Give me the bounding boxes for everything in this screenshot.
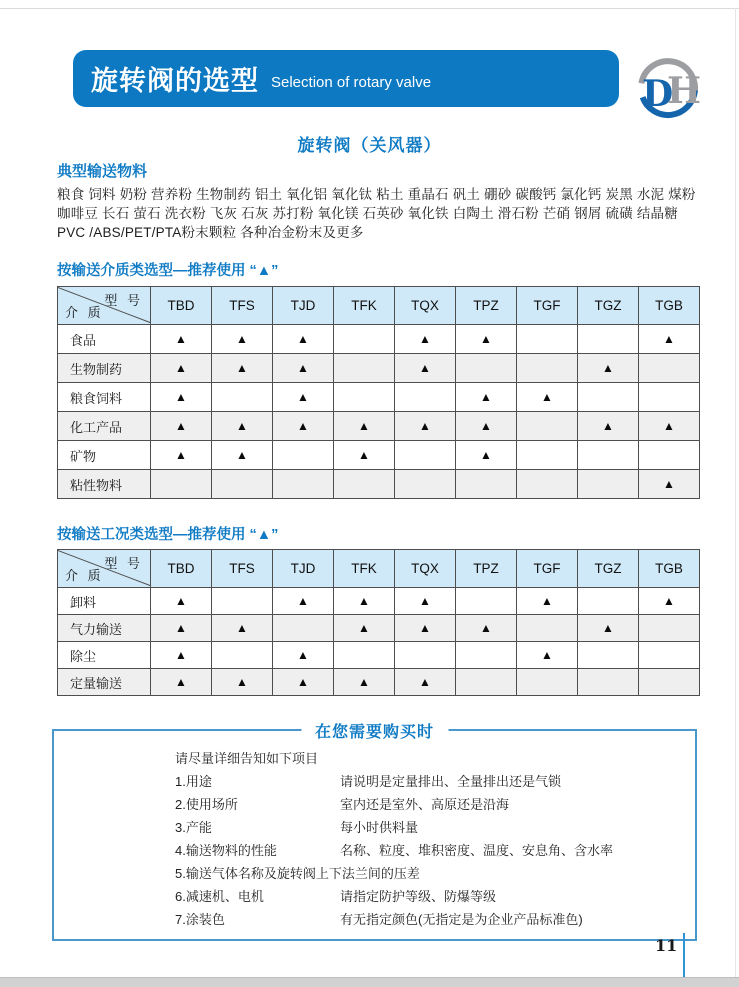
recommend-mark: ▲	[151, 642, 212, 669]
column-header-tqx: TQX	[395, 550, 456, 588]
table-row	[58, 412, 700, 441]
recommend-mark: ▲	[456, 325, 517, 354]
empty-cell	[639, 354, 700, 383]
row-label: 粘性物料	[58, 470, 151, 499]
recommend-mark: ▲	[334, 669, 395, 696]
empty-cell	[395, 383, 456, 412]
recommend-mark: ▲	[212, 441, 273, 470]
table-row	[58, 642, 700, 669]
purchase-item	[175, 839, 677, 862]
recommend-mark: ▲	[517, 642, 578, 669]
item-desc: 有无指定颜色(无指定是为企业产品标准色)	[340, 912, 583, 927]
recommend-mark: ▲	[395, 412, 456, 441]
column-header-tgz: TGZ	[578, 550, 639, 588]
empty-cell	[212, 470, 273, 499]
recommend-mark: ▲	[273, 588, 334, 615]
recommend-mark: ▲	[151, 354, 212, 383]
item-label: 5.输送气体名称及旋转阀上下法兰间的压差	[175, 866, 420, 881]
recommend-mark: ▲	[456, 615, 517, 642]
column-header-tfk: TFK	[334, 287, 395, 325]
corner-label-medium: 介 质	[65, 305, 104, 320]
empty-cell	[273, 441, 334, 470]
condition-table-heading: 按输送工况类选型—推荐使用 “▲”	[57, 527, 279, 543]
item-desc	[420, 862, 677, 885]
empty-cell	[273, 470, 334, 499]
recommend-mark: ▲	[273, 325, 334, 354]
purchase-item	[175, 793, 677, 816]
empty-cell	[639, 441, 700, 470]
empty-cell	[456, 470, 517, 499]
table-row	[58, 354, 700, 383]
corner-header-cell	[58, 550, 151, 588]
empty-cell	[578, 669, 639, 696]
table-row	[58, 383, 700, 412]
recommend-mark: ▲	[334, 588, 395, 615]
page-number-bar	[683, 933, 685, 977]
empty-cell	[639, 615, 700, 642]
table-row	[58, 615, 700, 642]
recommend-mark: ▲	[212, 412, 273, 441]
purchase-item	[175, 862, 677, 885]
empty-cell	[334, 325, 395, 354]
empty-cell	[395, 441, 456, 470]
recommend-mark: ▲	[151, 588, 212, 615]
empty-cell	[334, 470, 395, 499]
materials-heading: 典型输送物料	[57, 163, 148, 180]
empty-cell	[639, 669, 700, 696]
row-label: 卸料	[58, 588, 151, 615]
empty-cell	[517, 615, 578, 642]
empty-cell	[151, 470, 212, 499]
recommend-mark: ▲	[517, 588, 578, 615]
dh-logo	[631, 52, 705, 122]
empty-cell	[639, 642, 700, 669]
recommend-mark: ▲	[273, 354, 334, 383]
recommend-mark: ▲	[273, 412, 334, 441]
recommend-mark: ▲	[395, 588, 456, 615]
recommend-mark: ▲	[151, 412, 212, 441]
recommend-mark: ▲	[395, 669, 456, 696]
purchase-box-title: 在您需要购买时	[301, 719, 448, 742]
row-label: 生物制药	[58, 354, 151, 383]
recommend-mark: ▲	[273, 642, 334, 669]
empty-cell	[456, 588, 517, 615]
item-desc: 每小时供料量	[340, 820, 419, 835]
table-row	[58, 441, 700, 470]
row-label: 食品	[58, 325, 151, 354]
column-header-tgz: TGZ	[578, 287, 639, 325]
media-table-heading: 按输送介质类选型—推荐使用 “▲”	[57, 263, 279, 279]
corner-header-cell	[58, 287, 151, 325]
recommend-mark: ▲	[334, 441, 395, 470]
recommend-mark: ▲	[395, 354, 456, 383]
recommend-mark: ▲	[456, 412, 517, 441]
recommend-mark: ▲	[151, 669, 212, 696]
corner-label-model: 型 号	[104, 556, 143, 571]
column-header-tgb: TGB	[639, 287, 700, 325]
header-row	[58, 287, 700, 325]
column-header-tjd: TJD	[273, 550, 334, 588]
recommend-mark: ▲	[151, 615, 212, 642]
recommend-mark: ▲	[578, 615, 639, 642]
recommend-mark: ▲	[151, 325, 212, 354]
empty-cell	[578, 441, 639, 470]
column-header-tgf: TGF	[517, 550, 578, 588]
empty-cell	[517, 669, 578, 696]
column-header-tfs: TFS	[212, 550, 273, 588]
page-content	[57, 163, 700, 941]
item-label: 1.用途	[175, 774, 212, 789]
empty-cell	[578, 642, 639, 669]
empty-cell	[578, 470, 639, 499]
recommend-mark: ▲	[151, 441, 212, 470]
item-label: 7.涂装色	[175, 912, 225, 927]
item-desc: 请说明是定量排出、全量排出还是气锁	[340, 774, 562, 789]
recommend-mark: ▲	[639, 412, 700, 441]
purchase-info-box	[52, 724, 697, 941]
column-header-tjd: TJD	[273, 287, 334, 325]
item-label: 3.产能	[175, 820, 212, 835]
recommend-mark: ▲	[334, 412, 395, 441]
empty-cell	[578, 588, 639, 615]
column-header-tgb: TGB	[639, 550, 700, 588]
recommend-mark: ▲	[151, 383, 212, 412]
column-header-tpz: TPZ	[456, 550, 517, 588]
selection-table-condition	[57, 549, 700, 696]
table-row	[58, 470, 700, 499]
banner-title-zh: 旋转阀的选型	[91, 66, 259, 96]
row-label: 气力输送	[58, 615, 151, 642]
column-header-tpz: TPZ	[456, 287, 517, 325]
purchase-box-intro: 请尽量详细告知如下项目	[175, 751, 319, 766]
banner-title-en: Selection of rotary valve	[271, 74, 432, 91]
empty-cell	[517, 470, 578, 499]
recommend-mark: ▲	[395, 615, 456, 642]
column-header-tfs: TFS	[212, 287, 273, 325]
row-label: 粮食饲料	[58, 383, 151, 412]
empty-cell	[578, 383, 639, 412]
recommend-mark: ▲	[456, 383, 517, 412]
recommend-mark: ▲	[517, 383, 578, 412]
recommend-mark: ▲	[212, 354, 273, 383]
item-desc: 名称、粒度、堆积密度、温度、安息角、含水率	[340, 843, 614, 858]
recommend-mark: ▲	[639, 588, 700, 615]
recommend-mark: ▲	[273, 669, 334, 696]
logo-letter-d: D	[642, 73, 674, 115]
empty-cell	[334, 354, 395, 383]
empty-cell	[456, 642, 517, 669]
recommend-mark: ▲	[639, 325, 700, 354]
column-header-tgf: TGF	[517, 287, 578, 325]
recommend-mark: ▲	[395, 325, 456, 354]
empty-cell	[212, 588, 273, 615]
empty-cell	[273, 615, 334, 642]
purchase-item	[175, 770, 677, 793]
header-row	[58, 550, 700, 588]
column-header-tfk: TFK	[334, 550, 395, 588]
column-header-tbd: TBD	[151, 550, 212, 588]
empty-cell	[639, 383, 700, 412]
empty-cell	[456, 354, 517, 383]
table-row	[58, 588, 700, 615]
empty-cell	[212, 383, 273, 412]
empty-cell	[517, 354, 578, 383]
empty-cell	[456, 669, 517, 696]
empty-cell	[212, 642, 273, 669]
recommend-mark: ▲	[212, 325, 273, 354]
recommend-mark: ▲	[212, 615, 273, 642]
column-header-tqx: TQX	[395, 287, 456, 325]
table-row	[58, 669, 700, 696]
recommend-mark: ▲	[639, 470, 700, 499]
purchase-item	[175, 885, 677, 908]
purchase-item	[175, 816, 677, 839]
page-edge-bottom	[0, 977, 739, 987]
row-label: 定量输送	[58, 669, 151, 696]
item-desc: 室内还是室外、高原还是沿海	[340, 797, 510, 812]
empty-cell	[517, 325, 578, 354]
row-label: 化工产品	[58, 412, 151, 441]
recommend-mark: ▲	[273, 383, 334, 412]
empty-cell	[578, 325, 639, 354]
recommend-mark: ▲	[578, 412, 639, 441]
item-desc: 请指定防护等级、防爆等级	[340, 889, 497, 904]
empty-cell	[517, 441, 578, 470]
page-title: 旋转阀（关风器）	[297, 136, 442, 155]
purchase-item-list	[175, 770, 677, 931]
corner-label-model: 型 号	[104, 293, 143, 308]
table-row	[58, 325, 700, 354]
item-label: 6.减速机、电机	[175, 889, 264, 904]
row-label: 矿物	[58, 441, 151, 470]
empty-cell	[517, 412, 578, 441]
page-edge-top	[0, 8, 739, 9]
recommend-mark: ▲	[334, 615, 395, 642]
header-banner	[73, 50, 619, 107]
empty-cell	[334, 642, 395, 669]
item-label: 4.输送物料的性能	[175, 843, 277, 858]
materials-text: 粮食 饲料 奶粉 营养粉 生物制药 铝土 氧化铝 氧化钛 粘土 重晶石 矾土 硼砂 碳酸钙 氯化钙 炭黑 水泥 煤粉 咖啡豆 长石 萤石 洗衣粉 飞灰 石灰 苏打粉 氧化镁 石英砂 氧化铁 白陶土 滑石粉 芒硝 钢屑 硫磺 结晶糖 PVC /ABS/PET/PTA粉末颗粒 各种冶金粉末及更多	[57, 187, 696, 240]
empty-cell	[395, 470, 456, 499]
column-header-tbd: TBD	[151, 287, 212, 325]
page-number: 11	[655, 936, 678, 955]
item-label: 2.使用场所	[175, 797, 238, 812]
purchase-item	[175, 908, 677, 931]
row-label: 除尘	[58, 642, 151, 669]
selection-table-media	[57, 286, 700, 499]
corner-label-medium: 介 质	[65, 568, 104, 583]
logo-letter-h: H	[667, 70, 702, 112]
empty-cell	[334, 383, 395, 412]
recommend-mark: ▲	[456, 441, 517, 470]
recommend-mark: ▲	[578, 354, 639, 383]
recommend-mark: ▲	[212, 669, 273, 696]
empty-cell	[395, 642, 456, 669]
